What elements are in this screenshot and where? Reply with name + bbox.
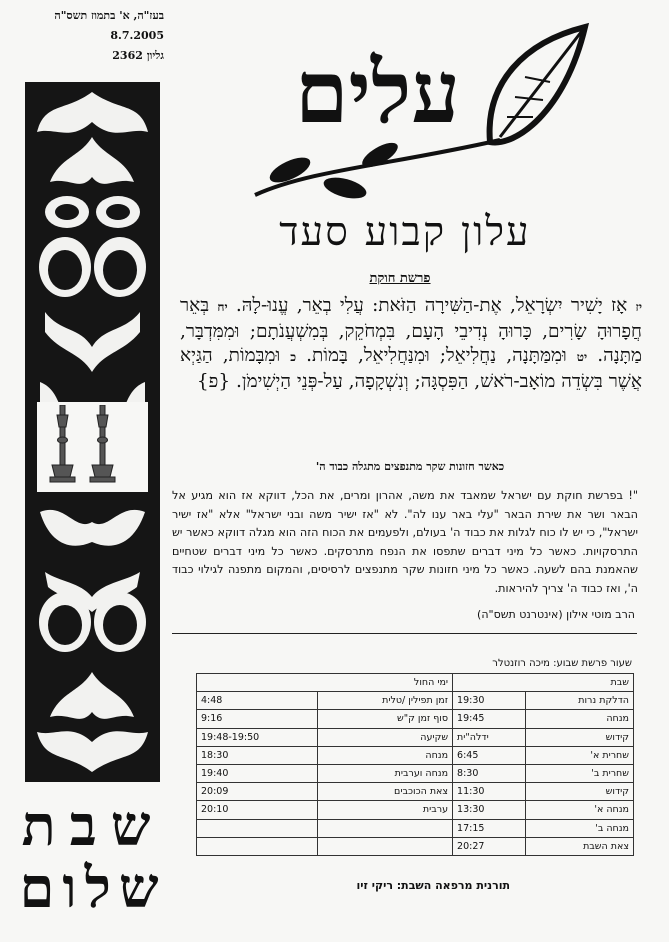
cell-time: 18:30	[197, 746, 318, 764]
cell-time: 11:30	[453, 783, 526, 801]
cell-time: 20:10	[197, 801, 318, 819]
torah-verse	[180, 294, 642, 394]
cell-label: קידוש	[526, 783, 634, 801]
cell-time	[197, 819, 318, 837]
cell-time: 9:16	[197, 710, 318, 728]
cell-label: צאת השבת	[526, 837, 634, 855]
cell-time	[197, 837, 318, 855]
hebrew-date: בעז"ה, א' בתמוז תשס"ה	[54, 9, 164, 22]
cell-label: מנחה ב'	[526, 819, 634, 837]
article-body: "! בפרשת חוקת עם ישראל שמאבד את משה, אהרון ומרים, את הכל, דווקא אז הוא מגיע אל הבאר ושר את שירת הבאר "עלי באר ענו לה". לא "אז ישיר משה ובני ישראל" אלא "אז ישיר ישראל", כי יש לו כוח לגלות את כבוד ה' בעולם, ולפעמים את הכוח הזה הוא מגלה דווקא כאשר יש התרסקויות. כאשר כל מיני דברים שתפסו את הנפח מתרסקים. כאשר כל מיני דברים שטחיים שהאמנת בהם לשעה. כאשר כל מיני חזונות שקר מתנפצים לרסיסים, והמקום מתפנה לגילוי כבוד ה', ואז כבוד ה' צריך להיראות.	[172, 489, 638, 595]
table-row	[197, 783, 634, 801]
cell-label: סוף זמן ק"ש	[318, 710, 453, 728]
cell-time: ידלה"ית	[453, 728, 526, 746]
branch-icon	[250, 130, 510, 214]
cell-time: 6:45	[453, 746, 526, 764]
shabbat-shalom	[18, 795, 168, 919]
table-row	[197, 837, 634, 855]
table-row	[197, 728, 634, 746]
cell-label: שחרית א'	[526, 746, 634, 764]
cell-label: מנחה וערבית	[318, 764, 453, 782]
cell-time: 19:48-19:50	[197, 728, 318, 746]
parasha-title: פרשת חוקת	[369, 271, 431, 286]
cell-time: 20:27	[453, 837, 526, 855]
cell-label: מנחה א'	[526, 801, 634, 819]
verse-text: וּמִמַּתָּנָה, נַחֲלִיאֵל; וּמִנַּחֲלִיאֵל, בָּמוֹת.	[306, 345, 567, 366]
cell-label: צאת הכוכבים	[318, 783, 453, 801]
cell-label: מנחה	[318, 746, 453, 764]
cell-label: קידוש	[526, 728, 634, 746]
verse-number: כ	[290, 350, 297, 364]
table-row	[197, 692, 634, 710]
verse-text: בְּאֵר חֲפָרוּהָ שָׂרִים, כָּרוּהָ נְדִיבֵי הָעָם, בִּמְחֹקֵק, בְּמִשְׁעֲנֹתָם; וּמִמִּדְבָּר, מַתָּנָה.	[180, 295, 642, 366]
cell-time: 19:45	[453, 710, 526, 728]
table-row	[197, 746, 634, 764]
candlesticks-icon	[40, 405, 130, 485]
logo-title: עלים	[294, 42, 460, 143]
cell-label: מנחה	[526, 710, 634, 728]
cell-label: זמן תפילין /טלית	[318, 692, 453, 710]
divider	[172, 633, 637, 634]
verse-number: יט	[576, 350, 588, 364]
duty-nurse-note: תורנית מרפאה השבת: ריקי זיו	[356, 879, 510, 892]
prayer-times-table	[196, 673, 634, 856]
cell-time: 8:30	[453, 764, 526, 782]
shiur-line: שעור פרשת שבוע: מיכה רוזנטלר	[492, 658, 632, 669]
table-row	[197, 710, 634, 728]
cell-label	[318, 819, 453, 837]
cell-time: 20:09	[197, 783, 318, 801]
shabbat-word: שבת	[21, 793, 165, 859]
header-weekday: ימי החול	[197, 674, 453, 692]
logo-subtitle: עלון קבוע סעד	[279, 209, 531, 255]
article-author: הרב מוטי אילון (אינטרנט תשס"ה)	[477, 608, 635, 621]
cell-label: שקיעה	[318, 728, 453, 746]
verse-number: יח	[217, 300, 228, 314]
gregorian-date: 8.7.2005	[110, 29, 164, 42]
cell-label	[318, 837, 453, 855]
issue-info	[44, 6, 164, 66]
cell-time: 19:40	[197, 764, 318, 782]
article-title: כאשר חזונות שקר מתנפצים מתגלה כבוד ה'	[315, 460, 505, 473]
cell-time: 17:15	[453, 819, 526, 837]
cell-time: 4:48	[197, 692, 318, 710]
cell-label: שחרית ב'	[526, 764, 634, 782]
cell-label: ערבית	[318, 801, 453, 819]
verse-text: אָז יָשִׁיר יִשְׂרָאֵל, אֶת-הַשִּׁירָה הַזֹּאת: עֲלִי בְאֵר, עֱנוּ-לָהּ.	[235, 295, 628, 316]
cell-time: 13:30	[453, 801, 526, 819]
shalom-word: שלום	[19, 855, 167, 921]
table-header-row	[197, 674, 634, 692]
cell-time: 19:30	[453, 692, 526, 710]
verse-number: יז	[635, 300, 642, 314]
table-row	[197, 764, 634, 782]
verse-text: וּמִבָּמוֹת, הַגַּיְא אֲשֶׁר בִּשְׂדֵה מוֹאָב-רֹאשׁ, הַפִּסְגָּה; וְנִשְׁקָפָה, עַל-פְּנֵי הַיְשִׁימֹן. {פ}	[180, 345, 642, 392]
table-row	[197, 801, 634, 819]
issue-number: גליון 2362	[112, 49, 164, 62]
header-shabbat: שבת	[453, 674, 634, 692]
cell-label: הדלקת נרות	[526, 692, 634, 710]
table-row	[197, 819, 634, 837]
